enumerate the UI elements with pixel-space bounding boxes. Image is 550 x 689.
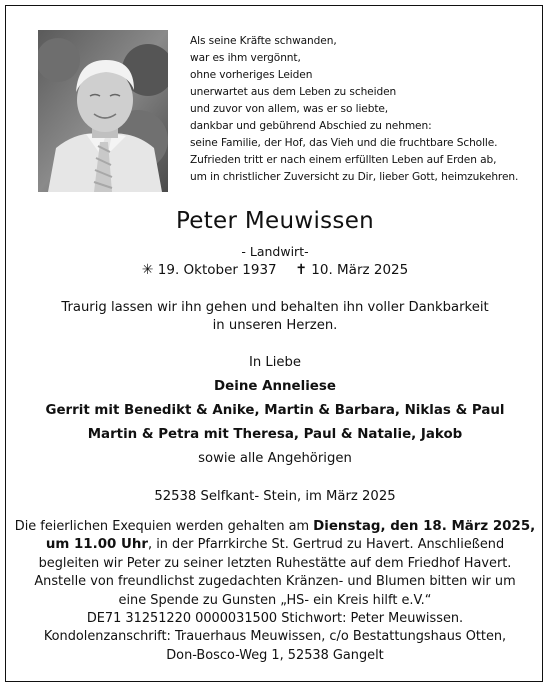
funeral-line [0,518,550,536]
family-intro: In Liebe [248,355,302,370]
poem-line: Zufrieden tritt er nach einem erfüllten Leben auf Erden ab, [190,154,497,166]
funeral-text: , in der Pfarrkirche St. Gertrud zu Havert. Anschließend [148,537,505,553]
poem-line: war es ihm vergönnt, [190,52,301,64]
family-children-2: Martin & Petra mit Theresa, Paul & Natalie, Jakob [87,427,463,442]
birth-date: 19. Oktober 1937 [157,262,277,278]
funeral-line: begleiten wir Peter zu seiner letzten Ruhestätte auf dem Friedhof Havert. [38,555,512,571]
portrait-image [38,30,168,192]
poem-line: seine Familie, der Hof, das Vieh und die fruchtbare Scholle. [190,137,498,149]
poem-line: und zuvor von allem, was er so liebte, [190,103,389,115]
life-dates [0,262,550,278]
poem-line: unerwartet aus dem Leben zu scheiden [190,86,397,98]
mourning-line: in unseren Herzen. [212,318,338,333]
funeral-time: um 11.00 Uhr [45,537,149,553]
family-children-1: Gerrit mit Benedikt & Anike, Martin & Barbara, Niklas & Paul [45,403,505,418]
occupation: - Landwirt- [241,244,309,259]
condolence-address: Kondolenzanschrift: Trauerhaus Meuwissen, c/o Bestattungshaus Otten, [43,629,507,645]
poem-line: dankbar und gebührend Abschied zu nehmen: [190,120,432,132]
mourning-text [0,299,550,335]
family-relatives: sowie alle Angehörigen [198,451,352,466]
poem-line: um in christlicher Zuversicht zu Dir, lieber Gott, heimzukehren. [190,171,519,183]
birth-star-icon: ✳ [141,262,154,278]
funeral-line: eine Spende zu Gunsten „HS- ein Kreis hilft e.V.“ [118,592,432,608]
place-date: 52538 Selfkant- Stein, im März 2025 [154,489,396,504]
poem-line: ohne vorheriges Leiden [190,69,313,81]
bank-details: DE71 31251220 0000031500 Stichwort: Peter Meuwissen. [86,611,464,627]
funeral-line [0,536,550,554]
mourning-line: Traurig lassen wir ihn gehen und behalten ihn voller Dankbarkeit [61,300,489,315]
funeral-info [0,518,550,665]
funeral-text: Die feierlichen Exequien werden gehalten am [14,519,314,534]
portrait-photo [38,30,168,192]
family-wife: Deine Anneliese [214,379,336,394]
poem [190,33,540,186]
funeral-date: Dienstag, den 18. März 2025, [313,519,536,534]
death-date: 10. März 2025 [311,262,409,278]
poem-line: Als seine Kräfte schwanden, [190,35,337,47]
condolence-address: Don-Bosco-Weg 1, 52538 Gangelt [166,647,384,663]
deceased-name: Peter Meuwissen [175,208,375,234]
funeral-line: Anstelle von freundlichst zugedachten Kränzen- und Blumen bitten wir um [34,574,516,590]
death-cross-icon: ✝ [295,262,307,278]
